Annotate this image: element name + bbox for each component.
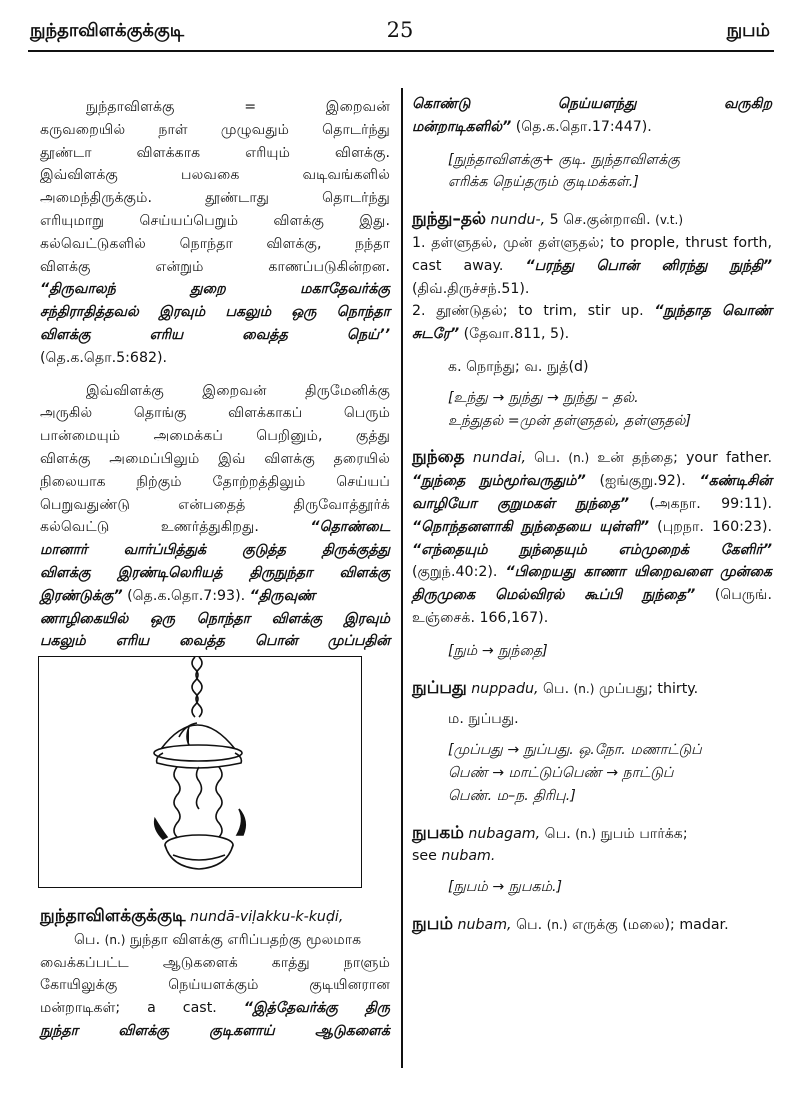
entry-nundai	[412, 446, 772, 662]
part-of-speech-en: (n.)	[573, 681, 595, 696]
etymology-line: [நுந்தாவிளக்கு+ குடி. நுந்தாவிளக்கு	[448, 151, 680, 168]
text-line: விளக்கு அமைப்பிலும் இவ் விளக்கு தரையில்	[40, 450, 390, 467]
sense-2: 2. தூண்டுதல்; to trim, stir up. “நுந்தாத வொண் சுடரே” (தேவா.811, 5).	[412, 303, 773, 343]
text-line: வைக்கப்பட்ட ஆடுகளைக் காத்து நாளும்	[40, 954, 390, 971]
text-line: பெறுவதுண்டு என்பதைத் திருவோத்தூர்க்	[40, 496, 390, 513]
quote-line: நுந்தா விளக்கு குடிகளாய் ஆடுகளைக்	[40, 1022, 390, 1039]
etymology-line: பெண் → மாட்டுப்பெண் → நாட்டுப்	[448, 764, 674, 781]
entry-head-line	[40, 905, 390, 929]
entry-head-line: நுபம் nubam, பெ. (n.) எருக்கு (மலை); madar.	[412, 913, 729, 934]
conjugation-en: (v.t.)	[655, 213, 684, 228]
entry-nuppadu	[412, 677, 772, 808]
page-header	[30, 20, 770, 46]
page-number: 25	[386, 18, 414, 42]
paragraph-inscription	[40, 380, 390, 676]
text-line: விளக்கு என்றும் காணப்படுகின்றன.	[40, 258, 390, 275]
headword: நுந்தை	[412, 447, 465, 468]
headword: நுபம்	[412, 913, 454, 934]
text-line: கருவறையில் நாள் முழுவதும் தொடர்ந்து	[40, 121, 390, 138]
etymology-line: பெண். ம–ந. திரிபு.]	[448, 787, 576, 804]
part-of-speech: பெ.	[74, 931, 101, 948]
transliteration: nuppadu,	[471, 680, 539, 697]
quote-line: விளக்கு எரிய வைத்த நெய்’’	[40, 326, 390, 343]
part-of-speech: பெ.	[542, 680, 570, 697]
entry-body: நுந்தை nundai, பெ. (n.) உன் தந்தை; your father. “நுந்தை நும்மூர்வருதும்” (ஐங்குறு.92). “கண்டிசின் வாழியோ குறுமகள் நுந்தை” (அகநா. 99:11). “நொந்தனளாகி நுந்தையை யுள்ளி” (புறநா. 160:23). “எந்தையும் நுந்தையும் எம்முறைக் கேளிர்” (குறுந்.40:2). “பிறையது காணா யிறைவளை முன்கை திருமுகை மெல்விரல் கூப்பி நுந்தை” (பெருங். உஞ்சைக். 166,167).	[412, 447, 773, 626]
transliteration: nundā-viḷakku-k-kuḍi,	[190, 909, 344, 925]
text-line: கல்வெட்டு உணர்த்துகிறது. “தொண்டை	[40, 519, 390, 536]
transliteration: nundu-,	[490, 212, 546, 229]
text-line: அருகில் தொங்கு விளக்காகப் பெரும்	[40, 405, 390, 422]
part-of-speech: பெ.	[534, 450, 561, 467]
entry-nundu-tal	[412, 208, 772, 432]
text-line: பெ. (n.) நுந்தா விளக்கு எரிப்பதற்கு மூலமாக	[74, 931, 362, 948]
paragraph-definition	[40, 96, 390, 370]
text-line: தூண்டா விளக்காக எரியும் விளக்கு.	[40, 144, 390, 161]
quote-line: விளக்கு இரண்டிலெரியத் திருநுந்தா விளக்கு	[40, 564, 390, 581]
citation: (புறநா. 160:23).	[657, 518, 772, 535]
conjugation: 5 செ.குன்றாவி.	[549, 212, 651, 229]
quote-line: ணாழிகையில் ஒரு நொந்தா விளக்கு இரவும்	[40, 610, 390, 627]
quote-line: “திருவாலந் துறை மகாதேவர்க்கு	[40, 281, 390, 298]
headword: நுந்தாவிளக்குக்குடி	[40, 906, 186, 926]
entry-head-line	[412, 208, 772, 232]
citation: (தெ.க.தொ.7:93).	[127, 587, 246, 604]
text-line: மன்றாடிகளில்” (தெ.க.தொ.17:447).	[412, 118, 652, 135]
sense-1: 1. தள்ளுதல், முன் தள்ளுதல்; to prople, thrust forth, cast away. “பரந்து பொன் னிரந்து நுந்தி” (திவ்.திருச்சந்.51).	[412, 234, 772, 297]
part-of-speech-en: (n.)	[546, 917, 568, 932]
citation: (குறுந்.40:2).	[412, 564, 498, 581]
quote-inline: “நுந்தாத வொண் சுடரே”	[412, 303, 773, 343]
quote-line: மானார் வார்ப்பித்துக் குடுத்த திருக்குத்து	[40, 542, 390, 559]
part-of-speech-en: (n.)	[568, 451, 590, 466]
headword: நுந்து–தல்	[412, 209, 487, 230]
part-of-speech-en: (n.)	[575, 826, 597, 841]
etymology-line: எரிக்க நெய்தரும் குடிமக்கள்.]	[448, 174, 639, 191]
citation: (ஐங்குறு.92).	[599, 473, 686, 490]
cognates: க. நொந்து; வ. நுத்(d)	[448, 358, 589, 375]
citation: (அகநா. 99:11).	[649, 495, 772, 512]
etymology-line: [நுபம் → நுபகம்.]	[448, 879, 563, 896]
headword: நுபகம்	[412, 822, 464, 843]
text-line: மன்றாடிகள்; a cast. “இத்தேவர்க்கு திரு	[40, 1000, 390, 1017]
quote-inline: “திருவுண்	[249, 587, 316, 604]
text-line: பான்மையும் அமைக்கப் பெறினும், குத்து	[40, 428, 390, 445]
cognates: ம. நுப்பது.	[448, 711, 519, 728]
quote-inline: “இத்தேவர்க்கு திரு	[243, 1000, 390, 1017]
citation: (தெ.க.தொ.5:682).	[40, 349, 168, 366]
quote-inline: “பரந்து பொன் னிரந்து நுந்தி”	[525, 257, 772, 274]
transliteration: nubam,	[457, 916, 512, 933]
entry-head-line: நுபகம் nubagam, பெ. (n.) நுபம் பார்க்க;	[412, 822, 688, 843]
running-head-right: நுபம்	[726, 20, 770, 41]
right-column	[412, 93, 772, 951]
text-line: நிலையாக நிற்கும் தோற்றத்திலும் செய்யப்	[40, 473, 390, 490]
citation: (தெ.க.தொ.17:447).	[515, 118, 652, 135]
running-head-left: நுந்தாவிளக்குக்குடி	[30, 20, 185, 41]
column-divider	[401, 88, 403, 1068]
text-line: கோயிலுக்கு நெய்யளக்கும் குடியினரான	[40, 977, 390, 994]
entry-body	[40, 929, 390, 952]
left-column	[40, 96, 390, 686]
text-line: எரியுமாறு செய்யப்பெறும் விளக்கு இது.	[40, 212, 390, 229]
lamp-illustration	[38, 656, 362, 888]
hanging-lamp-icon	[39, 657, 359, 885]
etymology-line: [நும் → நுந்தை]	[448, 642, 548, 659]
part-of-speech: பெ.	[516, 916, 543, 933]
transliteration: nubagam,	[468, 825, 541, 842]
part-of-speech-en: (n.)	[104, 932, 126, 947]
quote-inline: “தொண்டை	[310, 519, 390, 536]
part-of-speech: பெ.	[544, 825, 571, 842]
entry-nundavilakkukkudi	[40, 905, 390, 1043]
etymology-line: [முப்பது → நுப்பது. ஒ.நோ. மணாட்டுப்	[448, 742, 702, 759]
quote-line: கொண்டு நெய்யளந்து வருகிற	[412, 96, 772, 112]
headword: நுப்பது	[412, 677, 467, 698]
citation: (திவ்.திருச்சந்.51).	[412, 280, 530, 297]
citation: (பெருங். உஞ்சைக். 166,167).	[412, 587, 772, 626]
citation: (தேவா.811, 5).	[463, 326, 570, 343]
text-line: இவ்விளக்கு இறைவன் திருமேனிக்கு	[86, 382, 390, 399]
transliteration: nundai,	[472, 450, 527, 467]
entry-continuation	[412, 93, 772, 194]
see-also: see nubam.	[412, 848, 496, 865]
text-line: நுந்தாவிளக்கு = இறைவன்	[86, 99, 390, 115]
text-line: கல்வெட்டுகளில் நொந்தா விளக்கு, நந்தா	[40, 235, 390, 252]
entry-nubam	[412, 913, 772, 937]
entry-nubagam	[412, 822, 772, 899]
quote-line: பகலும் எரிய வைத்த பொன் முப்பதின்	[40, 633, 390, 650]
entry-head-line: நுப்பது nuppadu, பெ. (n.) முப்பது; thirty.	[412, 677, 699, 698]
etymology-line: உந்துதல் =முன் தள்ளுதல், தள்ளுதல்]	[448, 412, 691, 429]
text-line: இவ்விளக்கு பலவகை வடிவங்களில்	[40, 167, 390, 184]
header-rule	[28, 50, 774, 52]
etymology-line: [உந்து → நுந்து → நுந்து – தல்.	[448, 389, 639, 406]
text-line: அமைந்திருக்கும். தூண்டாது தொடர்ந்து	[40, 190, 390, 207]
text-line: இரண்டுக்கு” (தெ.க.தொ.7:93). “திருவுண்	[40, 587, 316, 604]
quote-line: சந்திராதித்தவல் இரவும் பகலும் ஒரு நொந்தா	[40, 304, 390, 321]
